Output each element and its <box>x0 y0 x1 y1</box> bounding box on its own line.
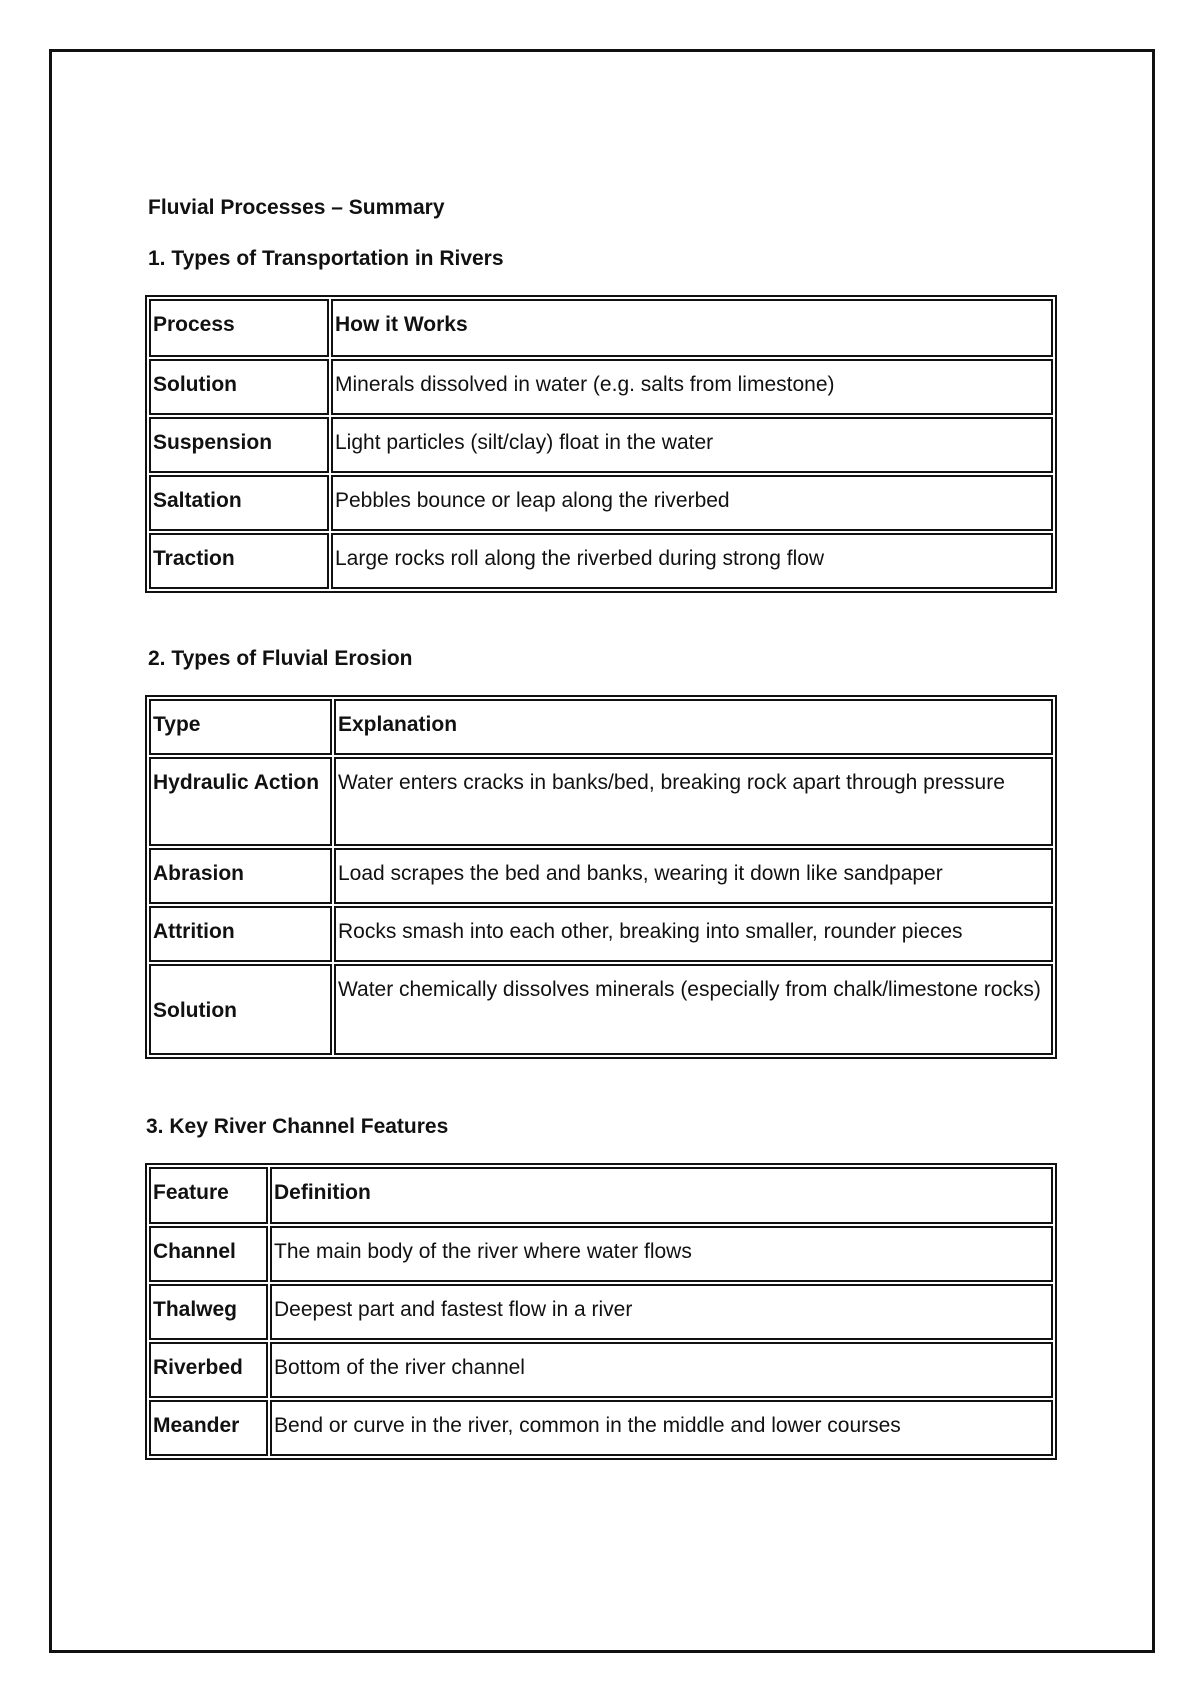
row-text: Deepest part and fastest flow in a river <box>270 1284 1053 1340</box>
row-label: Suspension <box>149 417 329 473</box>
table-row <box>149 359 1053 415</box>
row-label: Saltation <box>149 475 329 531</box>
column-header: How it Works <box>331 299 1053 357</box>
table-header-row <box>149 1167 1053 1224</box>
document-title: Fluvial Processes – Summary <box>148 196 445 219</box>
table-row <box>149 1226 1053 1282</box>
table-row <box>149 757 1053 846</box>
row-text: Water enters cracks in banks/bed, breaking rock apart through pressure <box>334 757 1053 846</box>
table-header-row <box>149 299 1053 357</box>
table-header-row <box>149 699 1053 755</box>
row-text: Light particles (silt/clay) float in the water <box>331 417 1053 473</box>
column-header: Explanation <box>334 699 1053 755</box>
column-header: Process <box>149 299 329 357</box>
column-header: Feature <box>149 1167 268 1224</box>
row-text: Pebbles bounce or leap along the riverbed <box>331 475 1053 531</box>
row-text: Large rocks roll along the riverbed during strong flow <box>331 533 1053 589</box>
transportation-table <box>145 295 1057 593</box>
table-row <box>149 533 1053 589</box>
row-text: Minerals dissolved in water (e.g. salts from limestone) <box>331 359 1053 415</box>
table-row <box>149 964 1053 1055</box>
row-label: Solution <box>149 964 332 1055</box>
row-label: Attrition <box>149 906 332 962</box>
table-row <box>149 906 1053 962</box>
row-label: Abrasion <box>149 848 332 904</box>
row-label: Traction <box>149 533 329 589</box>
row-text: The main body of the river where water flows <box>270 1226 1053 1282</box>
table-row <box>149 475 1053 531</box>
channel-features-table <box>145 1163 1057 1460</box>
row-text: Bend or curve in the river, common in the middle and lower courses <box>270 1400 1053 1456</box>
table-row <box>149 1284 1053 1340</box>
row-label: Channel <box>149 1226 268 1282</box>
row-label: Riverbed <box>149 1342 268 1398</box>
row-text: Bottom of the river channel <box>270 1342 1053 1398</box>
table-row <box>149 848 1053 904</box>
section-heading-erosion: 2. Types of Fluvial Erosion <box>148 647 413 670</box>
row-text: Rocks smash into each other, breaking into smaller, rounder pieces <box>334 906 1053 962</box>
section-heading-transportation: 1. Types of Transportation in Rivers <box>148 247 504 270</box>
row-label: Meander <box>149 1400 268 1456</box>
column-header: Definition <box>270 1167 1053 1224</box>
erosion-table <box>145 695 1057 1059</box>
row-text: Water chemically dissolves minerals (especially from chalk/limestone rocks) <box>334 964 1053 1055</box>
row-label: Thalweg <box>149 1284 268 1340</box>
column-header: Type <box>149 699 332 755</box>
table-row <box>149 417 1053 473</box>
row-label: Solution <box>149 359 329 415</box>
row-label: Hydraulic Action <box>149 757 332 846</box>
row-text: Load scrapes the bed and banks, wearing it down like sandpaper <box>334 848 1053 904</box>
section-heading-channel-features: 3. Key River Channel Features <box>146 1115 449 1138</box>
table-row <box>149 1342 1053 1398</box>
table-row <box>149 1400 1053 1456</box>
